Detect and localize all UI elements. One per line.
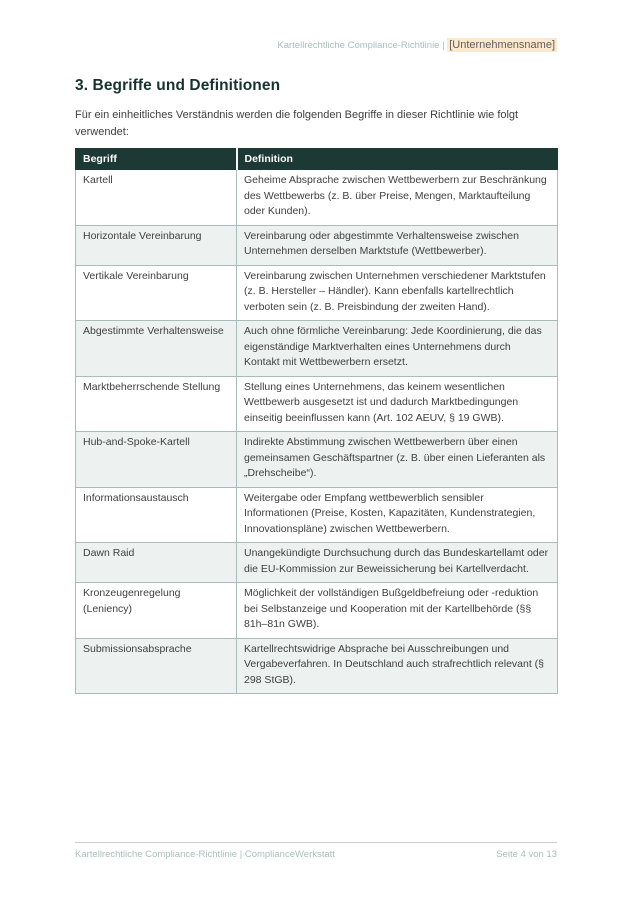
term-cell: Vertikale Vereinbarung	[76, 265, 237, 321]
column-header-begriff: Begriff	[76, 149, 237, 170]
definition-cell: Kartellrechtswidrige Absprache bei Ausschreibungen und Vergabeverfahren. In Deutschland auch strafrechtlich relevant (§ 298 StGB).	[237, 638, 558, 694]
table-row	[76, 321, 558, 377]
table-row	[76, 225, 558, 265]
term-cell: Kartell	[76, 170, 237, 226]
term-cell: Informationsaustausch	[76, 487, 237, 543]
definition-cell: Möglichkeit der vollständigen Bußgeldbefreiung oder -reduktion bei Selbstanzeige und Kooperation mit der Kartellbehörde (§§ 81h–81n GWB).	[237, 583, 558, 639]
footer-doc-title: Kartellrechtliche Compliance-Richtlinie | ComplianceWerkstatt	[75, 849, 335, 860]
definition-cell: Stellung eines Unternehmens, das keinem wesentlichen Wettbewerb ausgesetzt ist und dadurch Marktbedingungen einseitig beeinflussen kann (Art. 102 AEUV, § 19 GWB).	[237, 376, 558, 432]
term-cell: Marktbeherrschende Stellung	[76, 376, 237, 432]
section-heading: 3. Begriffe und Definitionen	[75, 77, 281, 94]
table-row	[76, 638, 558, 694]
definitions-table	[75, 148, 558, 694]
definition-cell: Vereinbarung zwischen Unternehmen verschiedener Marktstufen (z. B. Hersteller – Händler). Kann ebenfalls kartellrechtlich verboten sein (z. B. Preisbindung der zweiten Hand).	[237, 265, 558, 321]
term-cell: Hub-and-Spoke-Kartell	[76, 432, 237, 488]
table-row	[76, 487, 558, 543]
definitions-table-wrap	[75, 148, 557, 694]
term-cell: Abgestimmte Verhaltensweise	[76, 321, 237, 377]
header-separator: |	[439, 40, 448, 51]
page-header	[75, 38, 557, 53]
definition-cell: Vereinbarung oder abgestimmte Verhaltensweise zwischen Unternehmen derselben Marktstufe (Wettbewerber).	[237, 225, 558, 265]
term-cell: Kronzeugenregelung (Leniency)	[76, 583, 237, 639]
definition-cell: Weitergabe oder Empfang wettbewerblich sensibler Informationen (Preise, Kosten, Kapazitäten, Kundenstrategien, Innovationspläne) zwischen Wettbewerbern.	[237, 487, 558, 543]
definition-cell: Unangekündigte Durchsuchung durch das Bundeskartellamt oder die EU-Kommission zur Beweissicherung bei Kartellverdacht.	[237, 543, 558, 583]
company-name-placeholder[interactable]: [Unternehmensname]	[449, 39, 555, 51]
table-header-row	[76, 149, 558, 170]
table-row	[76, 543, 558, 583]
definition-cell: Auch ohne förmliche Vereinbarung: Jede Koordinierung, die das eigenständige Marktverhalten eines Unternehmens durch Kontakt mit Wettbewerbern ersetzt.	[237, 321, 558, 377]
column-header-definition: Definition	[237, 149, 558, 170]
table-row	[76, 265, 558, 321]
table-row	[76, 583, 558, 639]
term-cell: Dawn Raid	[76, 543, 237, 583]
table-row	[76, 376, 558, 432]
term-cell: Horizontale Vereinbarung	[76, 225, 237, 265]
term-cell: Submissionsabsprache	[76, 638, 237, 694]
header-doc-title: Kartellrechtliche Compliance-Richtlinie	[277, 40, 440, 51]
definition-cell: Indirekte Abstimmung zwischen Wettbewerbern über einen gemeinsamen Geschäftspartner (z. B. über einen Lieferanten als „Drehscheibe“).	[237, 432, 558, 488]
table-row	[76, 432, 558, 488]
page-footer	[75, 842, 557, 861]
definition-cell: Geheime Absprache zwischen Wettbewerbern zur Beschränkung des Wettbewerbs (z. B. über Preise, Mengen, Marktaufteilung oder Kunden).	[237, 170, 558, 226]
table-row	[76, 170, 558, 226]
footer-page-number: Seite 4 von 13	[496, 849, 557, 860]
intro-paragraph: Für ein einheitliches Verständnis werden die folgenden Begriffe in dieser Richtlinie wie folgt verwendet:	[75, 109, 519, 138]
